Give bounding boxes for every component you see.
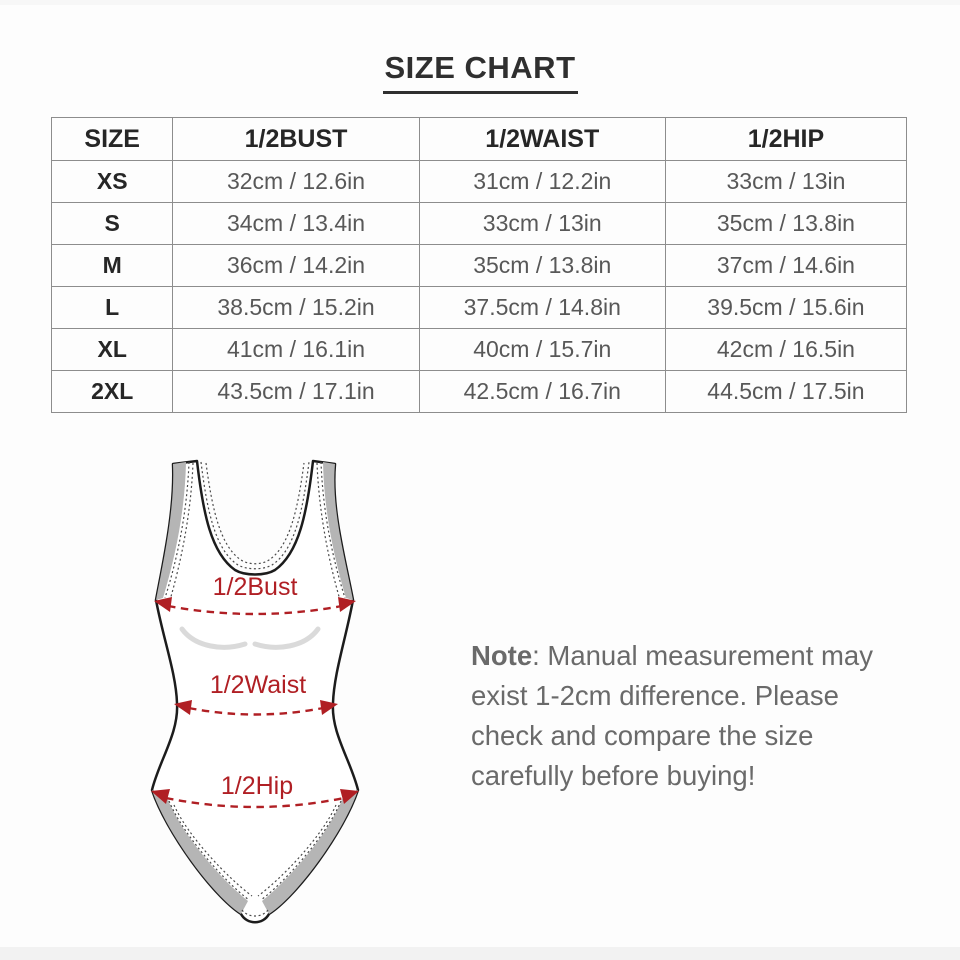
waist-cell: 37.5cm / 14.8in [419,287,665,329]
hip-cell: 35cm / 13.8in [665,203,906,245]
hip-cell: 42cm / 16.5in [665,329,906,371]
bust-measure-label: 1/2Bust [212,573,298,601]
waist-measure-label: 1/2Waist [209,671,307,699]
hip-cell: 33cm / 13in [665,161,906,203]
table-row [52,161,907,203]
waist-cell: 35cm / 13.8in [419,245,665,287]
table-row [52,245,907,287]
table-row [52,287,907,329]
size-chart-table [51,117,907,413]
header-size: SIZE [52,118,173,161]
size-cell: L [52,287,173,329]
header-hip: 1/2HIP [665,118,906,161]
note-body: : Manual measurement may exist 1-2cm difference. Please check and compare the size carefully before buying! [471,640,873,791]
title-wrap [0,50,960,94]
table-row [52,203,907,245]
swimsuit-measurement-diagram [145,458,365,928]
table-header-row [52,118,907,161]
size-cell: 2XL [52,371,173,413]
top-edge-strip [0,0,960,5]
bust-cell: 32cm / 12.6in [173,161,419,203]
waist-cell: 42.5cm / 16.7in [419,371,665,413]
size-cell: S [52,203,173,245]
bust-cell: 36cm / 14.2in [173,245,419,287]
size-cell: XS [52,161,173,203]
page-title: SIZE CHART [383,50,578,94]
hip-cell: 37cm / 14.6in [665,245,906,287]
header-bust: 1/2BUST [173,118,419,161]
waist-cell: 31cm / 12.2in [419,161,665,203]
waist-cell: 40cm / 15.7in [419,329,665,371]
bust-cell: 34cm / 13.4in [173,203,419,245]
bust-cell: 41cm / 16.1in [173,329,419,371]
table-row [52,371,907,413]
note-text [471,636,911,796]
table-row [52,329,907,371]
size-cell: XL [52,329,173,371]
hip-cell: 39.5cm / 15.6in [665,287,906,329]
bust-cell: 38.5cm / 15.2in [173,287,419,329]
note-label: Note [471,640,533,671]
hip-cell: 44.5cm / 17.5in [665,371,906,413]
bust-cell: 43.5cm / 17.1in [173,371,419,413]
header-waist: 1/2WAIST [419,118,665,161]
waist-cell: 33cm / 13in [419,203,665,245]
size-cell: M [52,245,173,287]
bottom-edge-strip [0,947,960,960]
hip-measure-label: 1/2Hip [220,772,294,800]
